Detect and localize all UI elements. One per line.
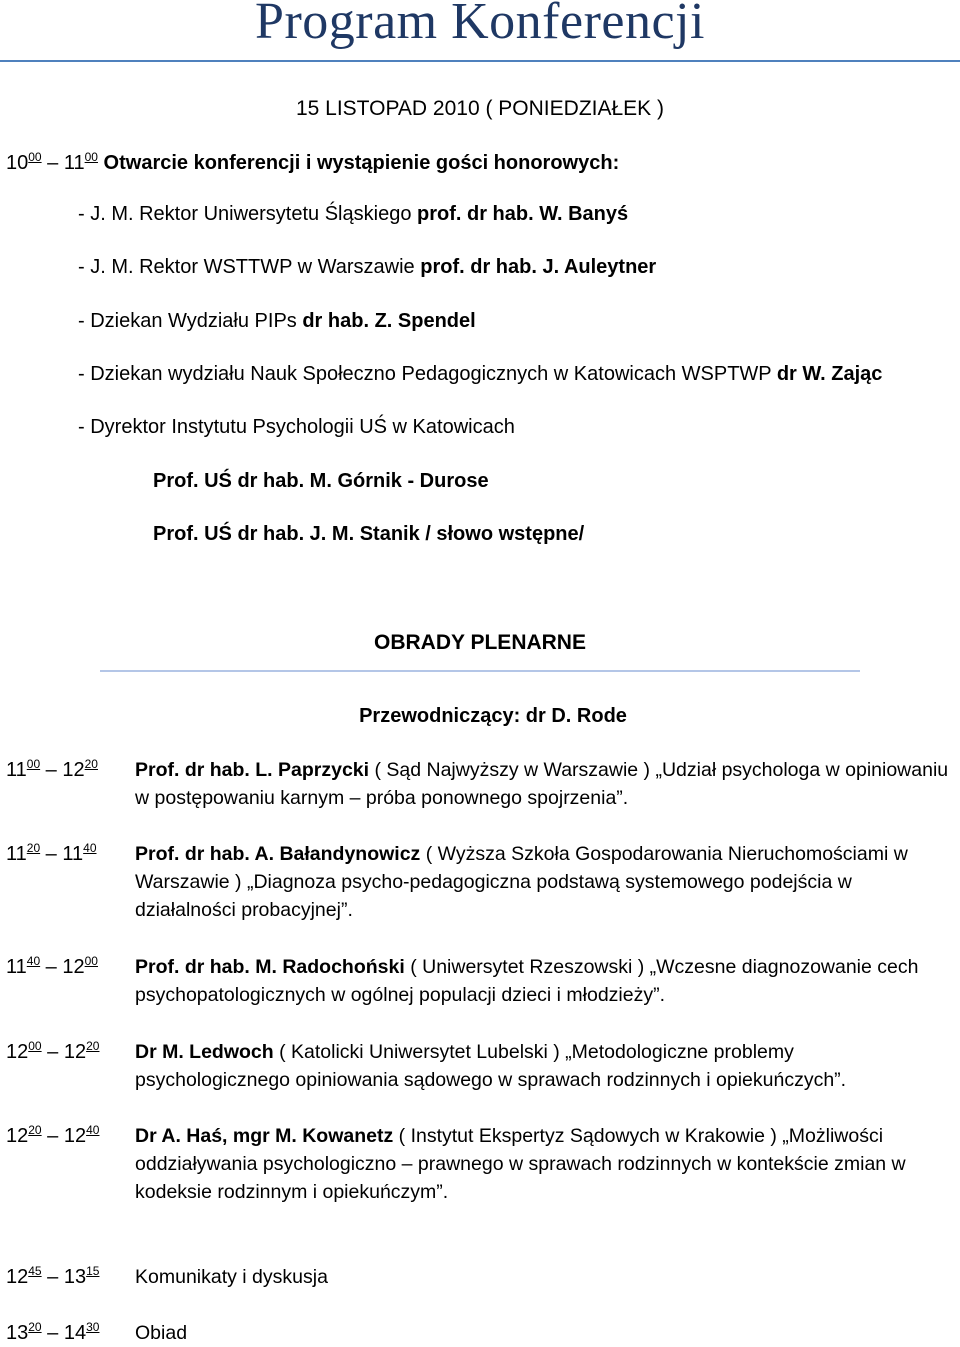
- opening-line: $10^{00} - 11^{00}$ Otwarcie konferencji i wystąpienie gości honorowych:: [6, 150, 620, 174]
- slot-end-min: 00: [84, 954, 98, 968]
- section-divider: [100, 670, 860, 672]
- opening-start-min: 00: [28, 150, 42, 164]
- slot-speaker: Dr A. Haś, mgr M. Kowanetz: [135, 1125, 394, 1147]
- slot-description: [135, 756, 953, 812]
- slot-end-min: 40: [86, 1123, 100, 1137]
- slot-speaker: Dr M. Ledwoch: [135, 1041, 274, 1063]
- slot-speaker: Prof. dr hab. L. Paprzycki: [135, 759, 370, 781]
- slot-time: $12^{45} - 13^{15}$: [6, 1264, 100, 1288]
- chairperson: [0, 705, 960, 728]
- slot-start-hour: 13: [6, 1322, 29, 1344]
- slot-start-min: 20: [26, 841, 41, 855]
- slot-start-min: 00: [26, 757, 41, 771]
- opening-end-min: 00: [84, 150, 98, 164]
- guest-item: [78, 203, 628, 226]
- guest-item: [78, 256, 656, 279]
- slot-end-hour: 12: [63, 1041, 87, 1063]
- slot-talk: ( Sąd Najwyższy w Warszawie ) „Udział psychologa w opiniowaniu w postępowaniu karnym – próba ponownego spojrzenia”.: [135, 759, 949, 809]
- slot-start-hour: 11: [6, 843, 27, 865]
- guest-name: dr W. Zając: [776, 363, 883, 385]
- opening-label: Otwarcie konferencji i wystąpienie gości honorowych:: [103, 152, 620, 174]
- slot-talk: Obiad: [135, 1322, 188, 1344]
- slot-description: [135, 1319, 953, 1347]
- slot-end-hour: 12: [63, 1125, 87, 1147]
- slot-end-min: 30: [86, 1320, 100, 1334]
- slot-start-min: 00: [28, 1039, 42, 1053]
- guest-role: - Dziekan wydziału Nauk Społeczno Pedagogicznych w Katowicach WSPTWP: [78, 363, 777, 385]
- guest-name: prof. dr hab. W. Banyś: [417, 203, 629, 225]
- slot-time: $11^{00} - 12^{20}$: [6, 757, 98, 781]
- guest-role: - Dziekan Wydziału PIPs: [78, 310, 303, 332]
- slot-description: [135, 1263, 953, 1291]
- slot-end-hour: 14: [63, 1322, 87, 1344]
- slot-time: $11^{40} - 12^{00}$: [6, 954, 98, 978]
- slot-speaker: Prof. dr hab. A. Bałandynowicz: [135, 843, 421, 865]
- guest-item: [78, 310, 476, 333]
- slot-talk: ( Instytut Ekspertyz Sądowych w Krakowie ) „Możliwości oddziaływania psychologiczno – prawnego w sprawach rodzinnych w kontekście zmian w kodeksie rodzinnym i opiekuńczym”.: [135, 1125, 906, 1203]
- slot-time: $12^{20} - 12^{40}$: [6, 1123, 100, 1147]
- conference-date: [0, 97, 960, 121]
- slot-description: [135, 840, 953, 924]
- guest-role: - J. M. Rektor WSTTWP w Warszawie: [78, 256, 421, 278]
- opening-start-hour: 10: [6, 152, 29, 174]
- slot-description: [135, 953, 953, 1009]
- slot-end-hour: 11: [62, 843, 84, 865]
- guest-item: [78, 363, 882, 386]
- slot-start-hour: 11: [6, 956, 27, 978]
- guest-sub-item: Prof. UŚ dr hab. M. Górnik - Durose: [153, 470, 489, 492]
- opening-end-hour: 11: [63, 152, 85, 174]
- slot-speaker: Prof. dr hab. M. Radochoński: [135, 956, 405, 978]
- slot-start-hour: 12: [6, 1266, 29, 1288]
- slot-end-hour: 13: [63, 1266, 87, 1288]
- guest-item: [78, 416, 515, 439]
- page-title: Program Konferencji: [255, 0, 705, 50]
- slot-end-hour: 12: [62, 759, 85, 781]
- slot-start-min: 40: [26, 954, 41, 968]
- guest-name: prof. dr hab. J. Auleytner: [420, 256, 657, 278]
- slot-start-hour: 12: [6, 1125, 29, 1147]
- slot-talk: ( Uniwersytet Rzeszowski ) „Wczesne diagnozowanie cech psychopatologicznych w ogólnej populacji dzieci i młodzieży”.: [135, 956, 919, 1006]
- slot-talk: ( Katolicki Uniwersytet Lubelski ) „Metodologiczne problemy psychologicznego opiniowania sądowego w sprawach rodzinnych i opiekuńczych”.: [135, 1041, 847, 1091]
- title-underline: [0, 60, 960, 62]
- section-heading: OBRADY PLENARNE: [374, 631, 586, 654]
- guest-role: - Dyrektor Instytutu Psychologii UŚ w Katowicach: [78, 416, 515, 438]
- slot-end-min: 15: [86, 1264, 100, 1278]
- slot-description: [135, 1122, 953, 1206]
- slot-time: $12^{00} - 12^{20}$: [6, 1039, 100, 1063]
- slot-end-min: 20: [84, 757, 98, 771]
- slot-start-hour: 12: [6, 1041, 29, 1063]
- slot-start-min: 45: [28, 1264, 42, 1278]
- slot-time: $13^{20} - 14^{30}$: [6, 1320, 100, 1344]
- slot-time: $11^{20} - 11^{40}$: [6, 841, 97, 865]
- guest-name: dr hab. Z. Spendel: [302, 310, 476, 332]
- slot-start-hour: 11: [6, 759, 27, 781]
- date-text: 15 LISTOPAD 2010 ( PONIEDZIAŁEK ): [295, 97, 665, 120]
- slot-talk: Komunikaty i dyskusja: [135, 1266, 328, 1288]
- slot-talk: ( Wyższa Szkoła Gospodarowania Nieruchomościami w Warszawie ) „Diagnoza psycho-pedagogiczna podstawą systemowego podejścia w działalności probacyjnej”.: [135, 843, 908, 921]
- slot-start-min: 20: [28, 1320, 42, 1334]
- guest-role: - J. M. Rektor Uniwersytetu Śląskiego: [78, 203, 417, 225]
- slot-start-min: 20: [28, 1123, 42, 1137]
- guest-sub-item: Prof. UŚ dr hab. J. M. Stanik / słowo wstępne/: [153, 523, 585, 545]
- slot-description: [135, 1038, 953, 1094]
- slot-end-min: 20: [86, 1039, 100, 1053]
- slot-end-min: 40: [83, 841, 97, 855]
- chair-text: Przewodniczący: dr D. Rode: [359, 705, 627, 727]
- slot-end-hour: 12: [62, 956, 85, 978]
